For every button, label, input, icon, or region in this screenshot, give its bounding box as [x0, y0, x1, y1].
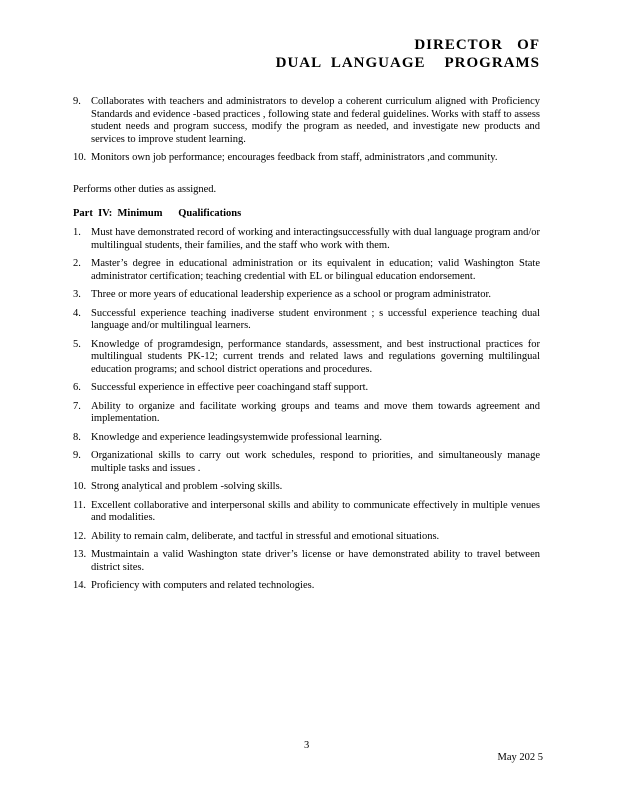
item-number: 8.	[73, 431, 81, 443]
list-item	[73, 96, 540, 146]
item-text: Strong analytical and problem -solving skills.	[91, 481, 283, 492]
section-heading: Part IV: Minimum Qualifications	[73, 208, 242, 219]
item-text: Monitors own job performance; encourages feedback from staff, administrators ,and community.	[91, 152, 498, 163]
list-item	[73, 580, 540, 593]
item-text: Mustmaintain a valid Washington state driver’s license or have demonstrated ability to travel between district sites.	[91, 549, 540, 573]
list-item	[73, 258, 540, 283]
item-number: 6.	[73, 382, 81, 393]
item-text: Collaborates with teachers and administrators to develop a coherent curriculum aligned with Proficiency Standards and evidence -based practices , following state and federal guidelines. Works with staff to assess student needs and program success, modify the program as needed, and investigate new products and services to improve student learning.	[91, 96, 540, 145]
document-title-line-2: DUAL LANGUAGE PROGRAMS	[275, 55, 540, 71]
item-number: 7.	[73, 400, 81, 412]
list-item	[73, 432, 540, 445]
item-text: Organizational skills to carry out work schedules, respond to priorities, and simultaneously manage multiple tasks and issues .	[91, 450, 540, 474]
item-number: 11.	[73, 499, 86, 511]
continued-duties-list	[73, 96, 540, 165]
list-item	[73, 531, 540, 544]
list-item	[73, 549, 540, 574]
item-number: 12.	[73, 530, 87, 542]
item-number: 10.	[73, 152, 87, 163]
list-item	[73, 481, 540, 494]
item-number: 9.	[73, 450, 81, 461]
other-duties-text: Performs other duties as assigned.	[73, 184, 217, 195]
item-number: 14.	[73, 580, 87, 591]
list-item	[73, 401, 540, 426]
item-text: Knowledge and experience leadingsystemwide professional learning.	[91, 431, 382, 443]
item-text: Knowledge of programdesign, performance standards, assessment, and best instructional practices for multilingual students PK-12; current trends and related laws and regulations governing multilingual education programs; and school district operations and procedures.	[91, 338, 540, 375]
item-number: 10.	[73, 481, 87, 492]
list-item	[73, 382, 540, 395]
item-text: Master’s degree in educational administration or its equivalent in education; valid Washington State administrator certification; teaching credential with EL or bilingual education endorsement.	[91, 258, 540, 282]
document-title-line-1: DIRECTOR OF	[414, 37, 540, 53]
list-item	[73, 339, 540, 377]
page-number: 3	[304, 740, 310, 751]
item-text: Ability to organize and facilitate working groups and teams and move them towards agreement and implementation.	[91, 400, 540, 424]
item-number: 9.	[73, 96, 81, 107]
item-text: Ability to remain calm, deliberate, and tactful in stressful and emotional situations.	[91, 530, 440, 542]
list-item	[73, 450, 540, 475]
list-item	[73, 227, 540, 252]
item-text: Three or more years of educational leadership experience as a school or program administrator.	[91, 289, 492, 300]
item-number: 2.	[73, 258, 81, 269]
list-item	[73, 500, 540, 525]
revision-date: May 202 5	[497, 752, 543, 763]
item-text: Proficiency with computers and related technologies.	[91, 580, 315, 591]
item-number: 3.	[73, 289, 81, 300]
item-number: 13.	[73, 549, 87, 560]
qualifications-list	[73, 227, 540, 593]
item-text: Must have demonstrated record of working and interactingsuccessfully with dual language program and/or multilingual students, their families, and the staff who work with them.	[91, 227, 540, 251]
item-number: 5.	[73, 338, 81, 350]
item-text: Successful experience teaching inadiverse student environment ; s uccessful experience teaching dual language and/or multilingual learners.	[91, 307, 540, 331]
item-text: Successful experience in effective peer coachingand staff support.	[91, 382, 369, 393]
list-item	[73, 308, 540, 333]
list-item	[73, 289, 540, 302]
item-text: Excellent collaborative and interpersonal skills and ability to communicate effectively in multiple venues and modalities.	[91, 499, 540, 523]
list-item	[73, 152, 540, 165]
item-number: 1.	[73, 227, 81, 238]
item-number: 4.	[73, 307, 81, 319]
